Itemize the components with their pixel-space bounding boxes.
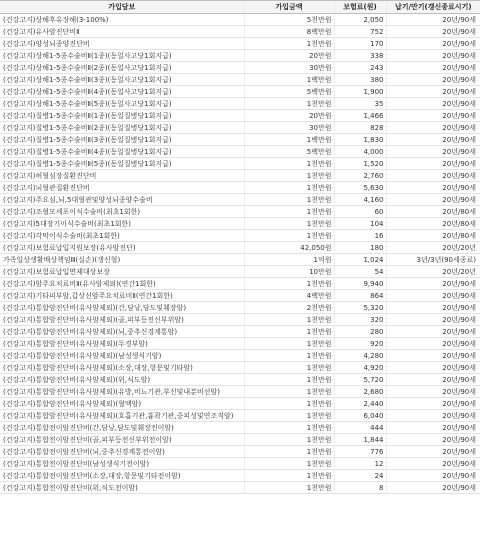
coverage-name-cell: (건강고지)상해1-5종수술비Ⅱ(2종)(동일사고당1회지급)	[0, 62, 244, 74]
coverage-amount-cell: 1천만원	[244, 182, 334, 194]
term-cell: 20년/90세	[386, 38, 480, 50]
coverage-name-cell: (건강고지)통합전이암진단비(간,담낭,담도및췌장전이암)	[0, 422, 244, 434]
table-row	[0, 254, 480, 266]
table-row	[0, 446, 480, 458]
coverage-amount-cell: 1천만원	[244, 434, 334, 446]
table-row	[0, 482, 480, 494]
coverage-name-cell: (건강고지)통합암진단비(유사암제외)(간,담낭,담도및췌장암)	[0, 302, 244, 314]
coverage-name-cell: (건강고지)통합전이암진단비(남성생식기전이암)	[0, 458, 244, 470]
coverage-amount-cell: 1천만원	[244, 398, 334, 410]
coverage-amount-cell: 1천만원	[244, 482, 334, 494]
coverage-amount-cell: 1천만원	[244, 422, 334, 434]
term-cell: 20년/90세	[386, 170, 480, 182]
term-cell: 20년/90세	[386, 458, 480, 470]
table-row	[0, 218, 480, 230]
coverage-amount-cell: 20만원	[244, 50, 334, 62]
premium-cell: 4,280	[334, 350, 386, 362]
coverage-name-cell: (건강고지)통합암진단비(유사암제외)(골,피부등전신부위암)	[0, 314, 244, 326]
term-cell: 3년/3년(90세종료)	[386, 254, 480, 266]
header-coverage: 가입담보	[0, 1, 244, 14]
term-cell: 20년/90세	[386, 338, 480, 350]
header-premium: 보험료(원)	[334, 1, 386, 14]
coverage-amount-cell: 1백만원	[244, 134, 334, 146]
term-cell: 20년/90세	[386, 362, 480, 374]
coverage-name-cell: (건강고지)질병1-5종수술비Ⅱ(1종)(동일질병당1회지급)	[0, 110, 244, 122]
coverage-amount-cell: 1천만원	[244, 230, 334, 242]
coverage-amount-cell: 8백만원	[244, 26, 334, 38]
header-term: 납기/만기(갱신종료시기)	[386, 1, 480, 14]
coverage-name-cell: (건강고지)상해후유장해(3-100%)	[0, 14, 244, 26]
coverage-name-cell: (건강고지)통합암진단비(유사암제외)(남성생식기암)	[0, 350, 244, 362]
coverage-name-cell: (건강고지)상해1-5종수술비Ⅱ(3종)(동일사고당1회지급)	[0, 74, 244, 86]
coverage-amount-cell: 1백만원	[244, 74, 334, 86]
premium-cell: 8	[334, 482, 386, 494]
coverage-amount-cell: 5천만원	[244, 14, 334, 26]
term-cell: 20년/90세	[386, 50, 480, 62]
premium-cell: 444	[334, 422, 386, 434]
premium-cell: 1,024	[334, 254, 386, 266]
premium-cell: 828	[334, 122, 386, 134]
coverage-amount-cell: 1천만원	[244, 386, 334, 398]
premium-cell: 338	[334, 50, 386, 62]
table-row	[0, 50, 480, 62]
coverage-amount-cell: 2천만원	[244, 302, 334, 314]
premium-cell: 12	[334, 458, 386, 470]
premium-cell: 54	[334, 266, 386, 278]
term-cell: 20년/90세	[386, 326, 480, 338]
coverage-amount-cell: 1천만원	[244, 326, 334, 338]
premium-cell: 5,320	[334, 302, 386, 314]
coverage-name-cell: (건강고지)허혈심장질환진단비	[0, 170, 244, 182]
table-row	[0, 278, 480, 290]
coverage-amount-cell: 1억원	[244, 254, 334, 266]
premium-cell: 1,900	[334, 86, 386, 98]
term-cell: 20년/90세	[386, 14, 480, 26]
term-cell: 20년/20년	[386, 242, 480, 254]
term-cell: 20년/80세	[386, 218, 480, 230]
term-cell: 20년/90세	[386, 386, 480, 398]
table-row	[0, 134, 480, 146]
table-row	[0, 86, 480, 98]
coverage-name-cell: (건강고지)보험료납입지원보장(유사암진단)	[0, 242, 244, 254]
table-row	[0, 38, 480, 50]
premium-cell: 920	[334, 338, 386, 350]
coverage-amount-cell: 30만원	[244, 62, 334, 74]
premium-cell: 1,844	[334, 434, 386, 446]
table-row	[0, 110, 480, 122]
coverage-name-cell: (건강고지)질병1-5종수술비Ⅱ(4종)(동일질병당1회지급)	[0, 146, 244, 158]
coverage-amount-cell: 4백만원	[244, 290, 334, 302]
premium-cell: 864	[334, 290, 386, 302]
premium-cell: 2,440	[334, 398, 386, 410]
term-cell: 20년/90세	[386, 278, 480, 290]
premium-cell: 380	[334, 74, 386, 86]
term-cell: 20년/90세	[386, 134, 480, 146]
table-row	[0, 350, 480, 362]
coverage-name-cell: (건강고지)보험료납입면제대상보장	[0, 266, 244, 278]
coverage-name-cell: (건강고지)통합암진단비(유사암제외)(유방,비뇨기관,부신및내분비선암)	[0, 386, 244, 398]
coverage-amount-cell: 1천만원	[244, 446, 334, 458]
table-row	[0, 314, 480, 326]
coverage-amount-cell: 20만원	[244, 110, 334, 122]
table-row	[0, 374, 480, 386]
term-cell: 20년/90세	[386, 74, 480, 86]
coverage-amount-cell: 1천만원	[244, 362, 334, 374]
coverage-amount-cell: 1천만원	[244, 470, 334, 482]
term-cell: 20년/90세	[386, 314, 480, 326]
premium-cell: 180	[334, 242, 386, 254]
coverage-name-cell: (건강고지)질병1-5종수술비Ⅱ(3종)(동일질병당1회지급)	[0, 134, 244, 146]
coverage-name-cell: (건강고지)주요심,뇌,5대혈관및양성뇌종양수술비	[0, 194, 244, 206]
table-row	[0, 230, 480, 242]
premium-cell: 2,760	[334, 170, 386, 182]
premium-cell: 4,000	[334, 146, 386, 158]
coverage-name-cell: (건강고지)상해1-5종수술비Ⅱ(1종)(동일사고당1회지급)	[0, 50, 244, 62]
coverage-name-cell: (건강고지)통합전이암진단비(소장,대장,항문및기타전이암)	[0, 470, 244, 482]
coverage-name-cell: (건강고지)통합암진단비(유사암제외)(혈액암)	[0, 398, 244, 410]
table-row	[0, 326, 480, 338]
term-cell: 20년/90세	[386, 410, 480, 422]
coverage-name-cell: (건강고지)조혈모세포이식수술비(최초1회한)	[0, 206, 244, 218]
premium-cell: 6,040	[334, 410, 386, 422]
table-row	[0, 398, 480, 410]
coverage-amount-cell: 42,050원	[244, 242, 334, 254]
table-row	[0, 302, 480, 314]
term-cell: 20년/90세	[386, 350, 480, 362]
premium-cell: 5,630	[334, 182, 386, 194]
coverage-name-cell: (건강고지)유사암진단비Ⅱ	[0, 26, 244, 38]
coverage-name-cell: (건강고지)상해1-5종수술비Ⅱ(5종)(동일사고당1회지급)	[0, 98, 244, 110]
table-row	[0, 410, 480, 422]
table-row	[0, 386, 480, 398]
coverage-name-cell: (건강고지)양성뇌종양진단비	[0, 38, 244, 50]
coverage-name-cell: 가족일상생활배상책임Ⅲ(실손)(갱신형)	[0, 254, 244, 266]
premium-cell: 104	[334, 218, 386, 230]
premium-cell: 280	[334, 326, 386, 338]
term-cell: 20년/90세	[386, 146, 480, 158]
premium-cell: 752	[334, 26, 386, 38]
coverage-name-cell: (건강고지)각막이식수술비(최초1회한)	[0, 230, 244, 242]
term-cell: 20년/90세	[386, 470, 480, 482]
header-amount: 가입금액	[244, 1, 334, 14]
premium-cell: 2,050	[334, 14, 386, 26]
premium-cell: 1,830	[334, 134, 386, 146]
coverage-name-cell: (건강고지)기타피부암,갑상선암주요치료비Ⅱ(연간1회한)	[0, 290, 244, 302]
premium-cell: 35	[334, 98, 386, 110]
coverage-name-cell: (건강고지)통합전이암진단비(위,식도전이암)	[0, 482, 244, 494]
term-cell: 20년/90세	[386, 194, 480, 206]
premium-cell: 776	[334, 446, 386, 458]
term-cell: 20년/80세	[386, 206, 480, 218]
table-row	[0, 26, 480, 38]
table-row	[0, 242, 480, 254]
premium-cell: 1,520	[334, 158, 386, 170]
table-row	[0, 290, 480, 302]
premium-cell: 9,940	[334, 278, 386, 290]
table-row	[0, 158, 480, 170]
table-row	[0, 338, 480, 350]
coverage-amount-cell: 1천만원	[244, 458, 334, 470]
coverage-amount-cell: 30만원	[244, 122, 334, 134]
coverage-amount-cell: 1천만원	[244, 38, 334, 50]
coverage-name-cell: (건강고지)상해1-5종수술비Ⅱ(4종)(동일사고당1회지급)	[0, 86, 244, 98]
term-cell: 20년/90세	[386, 98, 480, 110]
coverage-name-cell: (건강고지)통합암진단비(유사암제외)(두경부암)	[0, 338, 244, 350]
premium-cell: 320	[334, 314, 386, 326]
table-row	[0, 98, 480, 110]
premium-cell: 60	[334, 206, 386, 218]
premium-cell: 24	[334, 470, 386, 482]
coverage-amount-cell: 1천만원	[244, 278, 334, 290]
term-cell: 20년/90세	[386, 158, 480, 170]
header-row	[0, 1, 480, 14]
term-cell: 20년/90세	[386, 374, 480, 386]
coverage-amount-cell: 1천만원	[244, 98, 334, 110]
premium-cell: 243	[334, 62, 386, 74]
term-cell: 20년/90세	[386, 302, 480, 314]
premium-cell: 4,920	[334, 362, 386, 374]
coverage-name-cell: (건강고지)질병1-5종수술비Ⅱ(5종)(동일질병당1회지급)	[0, 158, 244, 170]
coverage-name-cell: (건강고지)통합암진단비(유사암제외)(뇌,중추신경계통암)	[0, 326, 244, 338]
table-row	[0, 170, 480, 182]
coverage-name-cell: (건강고지)5대장기이식수술비(최초1회한)	[0, 218, 244, 230]
coverage-name-cell: (건강고지)뇌혈관질환진단비	[0, 182, 244, 194]
table-row	[0, 14, 480, 26]
coverage-amount-cell: 1천만원	[244, 338, 334, 350]
coverage-amount-cell: 1천만원	[244, 194, 334, 206]
table-body	[0, 14, 480, 494]
table-row	[0, 194, 480, 206]
term-cell: 20년/90세	[386, 122, 480, 134]
term-cell: 20년/90세	[386, 62, 480, 74]
term-cell: 20년/90세	[386, 290, 480, 302]
table-row	[0, 470, 480, 482]
term-cell: 20년/90세	[386, 482, 480, 494]
coverage-amount-cell: 1천만원	[244, 374, 334, 386]
table-row	[0, 146, 480, 158]
term-cell: 20년/90세	[386, 434, 480, 446]
table-row	[0, 182, 480, 194]
coverage-amount-cell: 1천만원	[244, 350, 334, 362]
premium-cell: 5,720	[334, 374, 386, 386]
coverage-amount-cell: 5백만원	[244, 86, 334, 98]
coverage-name-cell: (건강고지)통합암진단비(유사암제외)(소장,대장,항문및기타암)	[0, 362, 244, 374]
term-cell: 20년/90세	[386, 86, 480, 98]
premium-cell: 16	[334, 230, 386, 242]
term-cell: 20년/90세	[386, 26, 480, 38]
coverage-amount-cell: 1천만원	[244, 170, 334, 182]
term-cell: 20년/90세	[386, 398, 480, 410]
term-cell: 20년/90세	[386, 446, 480, 458]
coverage-name-cell: (건강고지)통합암진단비(유사암제외)(위,식도암)	[0, 374, 244, 386]
coverage-amount-cell: 1천만원	[244, 206, 334, 218]
term-cell: 20년/90세	[386, 422, 480, 434]
table-row	[0, 362, 480, 374]
table-row	[0, 74, 480, 86]
coverage-amount-cell: 1천만원	[244, 158, 334, 170]
coverage-name-cell: (건강고지)통합전이암진단비(골,피부등전신부위전이암)	[0, 434, 244, 446]
table-row	[0, 266, 480, 278]
coverage-name-cell: (건강고지)통합암진단비(유사암제외)(호흡기관,흉곽기관,중피성및연조직암)	[0, 410, 244, 422]
table-row	[0, 458, 480, 470]
coverage-amount-cell: 10만원	[244, 266, 334, 278]
premium-cell: 2,680	[334, 386, 386, 398]
term-cell: 20년/80세	[386, 230, 480, 242]
premium-cell: 4,160	[334, 194, 386, 206]
coverage-name-cell: (건강고지)암주요치료비Ⅱ(유사암제외)(연간1회한)	[0, 278, 244, 290]
coverage-amount-cell: 1천만원	[244, 410, 334, 422]
term-cell: 20년/20년	[386, 266, 480, 278]
coverage-name-cell: (건강고지)통합전이암진단비(뇌,중추신경계통전이암)	[0, 446, 244, 458]
table-row	[0, 434, 480, 446]
term-cell: 20년/90세	[386, 110, 480, 122]
premium-cell: 1,466	[334, 110, 386, 122]
premium-cell: 170	[334, 38, 386, 50]
table-row	[0, 122, 480, 134]
coverage-amount-cell: 1천만원	[244, 314, 334, 326]
term-cell: 20년/90세	[386, 182, 480, 194]
table-row	[0, 206, 480, 218]
table-row	[0, 62, 480, 74]
table-row	[0, 422, 480, 434]
coverage-name-cell: (건강고지)질병1-5종수술비Ⅱ(2종)(동일질병당1회지급)	[0, 122, 244, 134]
coverage-amount-cell: 5백만원	[244, 146, 334, 158]
coverage-amount-cell: 1천만원	[244, 218, 334, 230]
